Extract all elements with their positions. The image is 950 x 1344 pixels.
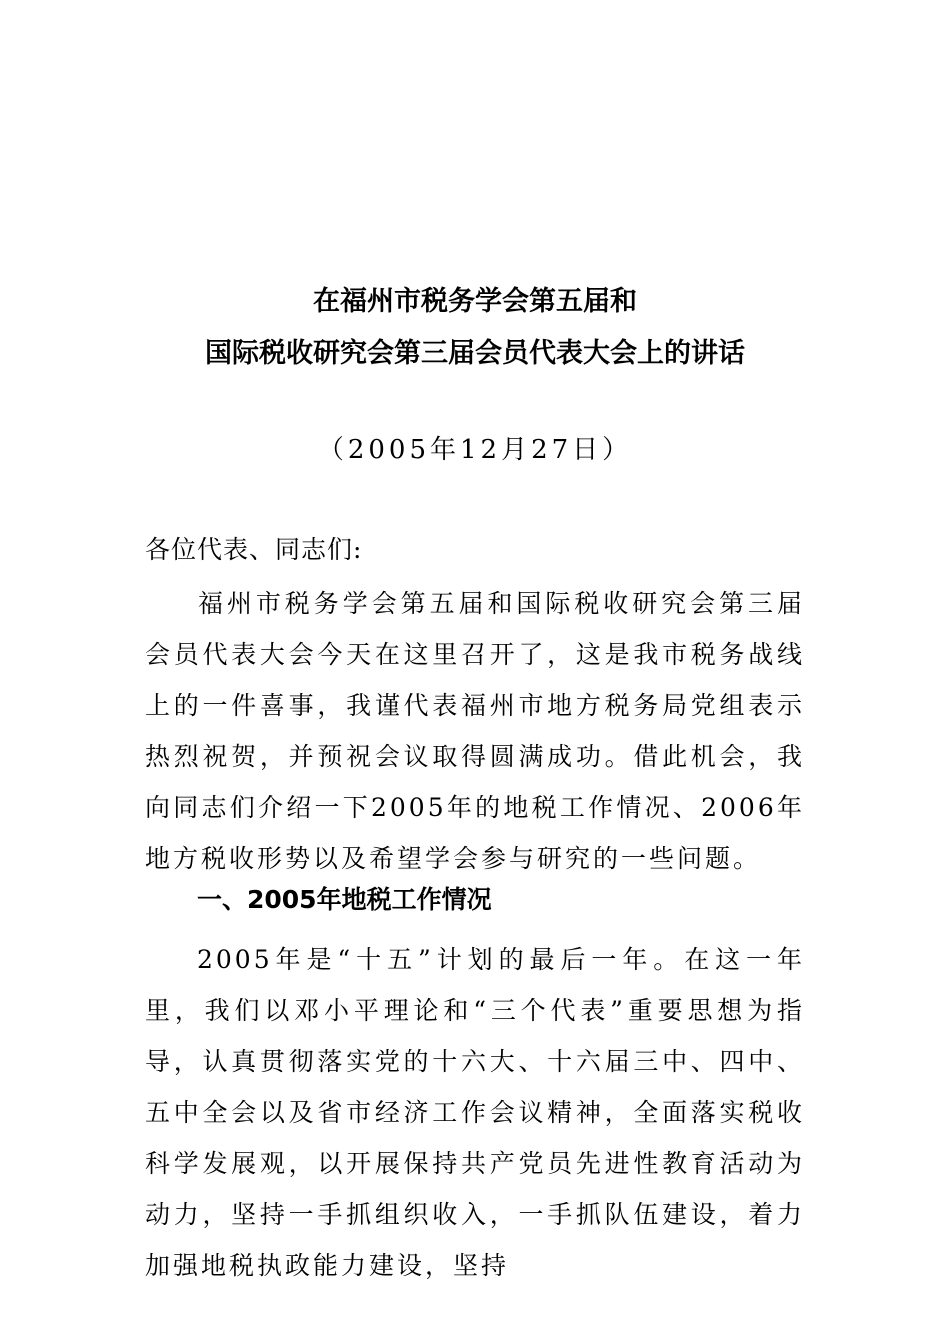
paragraph-1 — [145, 578, 805, 884]
speech-date: （2005年12月27日） — [317, 435, 633, 465]
document-title-line-1: 在福州市税务学会第五届和 — [313, 286, 637, 317]
document-title-line-2: 国际税收研究会第三届会员代表大会上的讲话 — [205, 338, 745, 369]
paragraph-1-text: 福州市税务学会第五届和国际税收研究会第三届会员代表大会今天在这里召开了，这是我市税务战线上的一件喜事，我谨代表福州市地方税务局党组表示热烈祝贺，并预祝会议取得圆满成功。借此机会，我向同志们介绍一下2005年的地税工作情况、2006年地方税收形势以及希望学会参与研究的一些问题。 — [145, 589, 805, 873]
section-heading-1: 一、2005年地税工作情况 — [197, 885, 492, 914]
paragraph-2-text: 2005年是“十五”计划的最后一年。在这一年里，我们以邓小平理论和“三个代表”重要思想为指导，认真贯彻落实党的十六大、十六届三中、四中、五中全会以及省市经济工作会议精神，全面落实税收科学发展观，以开展保持共产党员先进性教育活动为动力，坚持一手抓组织收入，一手抓队伍建设，着力加强地税执政能力建设，坚持 — [145, 945, 805, 1280]
paragraph-2 — [145, 934, 805, 1291]
salutation: 各位代表、同志们: — [145, 535, 363, 564]
